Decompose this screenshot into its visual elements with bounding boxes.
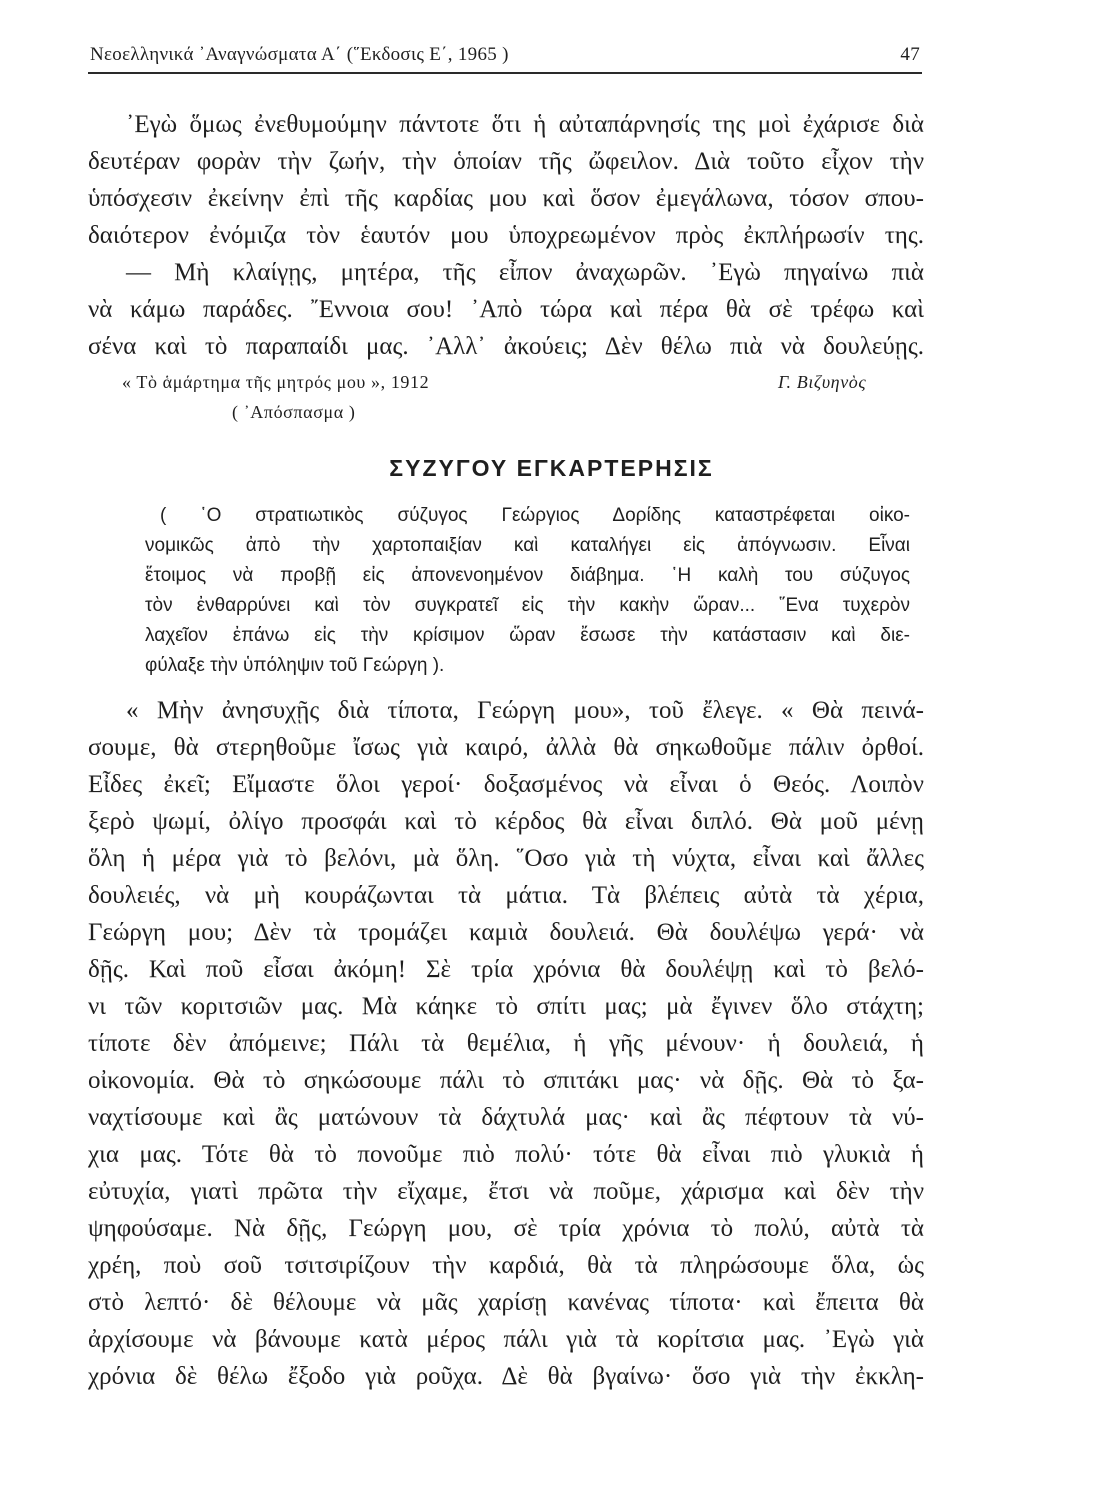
body-line: Εἶδες ἐκεῖ; Εἴμαστε ὅλοι γεροί· δοξασμένος νὰ εἶναι ὁ Θεός. Λοιπὸν bbox=[88, 771, 924, 798]
excerpt-author: Γ. Βιζυηνὸς bbox=[778, 372, 867, 392]
excerpt-line: σένα καὶ τὸ παραπαίδι μας. ᾿Αλλ᾿ ἀκούεις; Δὲν θέλω πιὰ νὰ δουλεύῃς. bbox=[88, 333, 924, 360]
body-line: οἰκονομία. Θὰ τὸ σηκώσουμε πάλι τὸ σπιτάκι μας· νὰ δῇς. Θὰ τὸ ξα- bbox=[88, 1067, 924, 1094]
excerpt-line: ᾿Εγὼ ὅμως ἐνεθυμούμην πάντοτε ὅτι ἡ αὐταπάρνησίς της μοὶ ἐχάρισε διὰ bbox=[126, 111, 924, 138]
body-line: δουλειές, νὰ μὴ κουράζωνται τὰ μάτια. Τὰ βλέπεις αὐτὰ τὰ χέρια, bbox=[88, 882, 924, 909]
excerpt-note: ( ᾿Απόσπασμα ) bbox=[232, 402, 356, 422]
excerpt-line: δαιότερον ἐνόμιζα τὸν ἑαυτόν μου ὑποχρεωμένον πρὸς ἐκπλήρωσίν της. bbox=[88, 222, 924, 249]
body-line: ψηφούσαμε. Νὰ δῇς, Γεώργη μου, σὲ τρία χρόνια τὸ πολύ, αὐτὰ τὰ bbox=[88, 1215, 924, 1242]
body-line: τίποτε δὲν ἀπόμεινε; Πάλι τὰ θεμέλια, ἡ γῆς μένουν· ἡ δουλειά, ἡ bbox=[88, 1030, 924, 1057]
body-line: δῇς. Καὶ ποῦ εἶσαι ἀκόμη! Σὲ τρία χρόνια θὰ δουλέψῃ καὶ τὸ βελό- bbox=[88, 956, 924, 983]
page-number: 47 bbox=[900, 44, 920, 65]
body-line: σουμε, θὰ στερηθοῦμε ἴσως γιὰ καιρό, ἀλλὰ θὰ σηκωθοῦμε πάλιν ὀρθοί. bbox=[88, 734, 924, 761]
excerpt-source: « Τὸ ἁμάρτημα τῆς μητρός μου », 1912 bbox=[122, 372, 430, 392]
running-header bbox=[90, 44, 920, 66]
header-rule bbox=[88, 72, 922, 74]
body-line: Γεώργη μου; Δὲν τὰ τρομάζει καμιὰ δουλειά. Θὰ δουλέψω γερά· νὰ bbox=[88, 919, 924, 946]
body-line: εὐτυχία, γιατὶ πρῶτα τὴν εἴχαμε, ἔτσι νὰ ποῦμε, χάρισμα καὶ δὲν τὴν bbox=[88, 1178, 924, 1205]
section-title: ΣΥΖΥΓΟΥ ΕΓΚΑΡΤΕΡΗΣΙΣ bbox=[389, 455, 714, 481]
excerpt-line: δευτέραν φορὰν τὴν ζωήν, τὴν ὁποίαν τῆς ὤφειλον. Διὰ τοῦτο εἶχον τὴν bbox=[88, 148, 924, 175]
synopsis-line: τὸν ἐνθαρρύνει καὶ τὸν συγκρατεῖ εἰς τὴν κακὴν ὥραν... ῞Ενα τυχερὸν bbox=[145, 595, 910, 616]
body-line: στὸ λεπτό· δὲ θέλουμε νὰ μᾶς χαρίσῃ κανένας τίποτα· καὶ ἔπειτα θὰ bbox=[88, 1289, 924, 1316]
body-line: ξερὸ ψωμί, ὀλίγο προσφάι καὶ τὸ κέρδος θὰ εἶναι διπλό. Θὰ μοῦ μένῃ bbox=[88, 808, 924, 835]
body-line: ἀρχίσουμε νὰ βάνουμε κατὰ μέρος πάλι γιὰ τὰ κορίτσια μας. ᾿Εγὼ γιὰ bbox=[88, 1326, 924, 1353]
excerpt-line: ὑπόσχεσιν ἐκείνην ἐπὶ τῆς καρδίας μου καὶ ὅσον ἐμεγάλωνα, τόσον σπου- bbox=[88, 185, 924, 212]
body-line: χρόνια δὲ θέλω ἔξοδο γιὰ ροῦχα. Δὲ θὰ βγαίνω· ὅσο γιὰ τὴν ἐκκλη- bbox=[88, 1363, 924, 1390]
body-line: χια μας. Τότε θὰ τὸ πονοῦμε πιὸ πολύ· τότε θὰ εἶναι πιὸ γλυκιὰ ἡ bbox=[88, 1141, 924, 1168]
body-line: « Μὴν ἀνησυχῇς διὰ τίποτα, Γεώργη μου», τοῦ ἔλεγε. « Θὰ πεινά- bbox=[126, 697, 924, 724]
synopsis-line: ( ῾Ο στρατιωτικὸς σύζυγος Γεώργιος Δορίδης καταστρέφεται οἰκο- bbox=[160, 505, 910, 526]
synopsis-line: λαχεῖον ἐπάνω εἰς τὴν κρίσιμον ὥραν ἔσωσε τὴν κατάστασιν καὶ διε- bbox=[145, 625, 910, 646]
body-line: χρέη, ποὺ σοῦ τσιτσιρίζουν τὴν καρδιά, θὰ τὰ πληρώσουμε ὅλα, ὡς bbox=[88, 1252, 924, 1279]
synopsis-line: νομικῶς ἀπὸ τὴν χαρτοπαιξίαν καὶ καταλήγει εἰς ἀπόγνωσιν. Εἶναι bbox=[145, 535, 910, 556]
synopsis-line: ἕτοιμος νὰ προβῇ εἰς ἀπονενοημένον διάβημα. ῾Η καλὴ του σύζυγος bbox=[145, 565, 910, 586]
body-line: ναχτίσουμε καὶ ἂς ματώνουν τὰ δάχτυλά μας· καὶ ἂς πέφτουν τὰ νύ- bbox=[88, 1104, 924, 1131]
body-line: ὅλη ἡ μέρα γιὰ τὸ βελόνι, μὰ ὅλη. ῞Οσο γιὰ τὴ νύχτα, εἶναι καὶ ἄλλες bbox=[88, 845, 924, 872]
synopsis-line: φύλαξε τὴν ὑπόληψιν τοῦ Γεώργη ). bbox=[145, 655, 445, 676]
excerpt-line: νὰ κάμω παράδες. ῎Εννοια σου! ᾿Απὸ τώρα καὶ πέρα θὰ σὲ τρέφω καὶ bbox=[88, 296, 924, 323]
body-line: νι τῶν κοριτσιῶν μας. Μὰ κάηκε τὸ σπίτι μας; μὰ ἔγινεν ὅλο στάχτη; bbox=[88, 993, 924, 1020]
excerpt-line: — Μὴ κλαίγῃς, μητέρα, τῆς εἶπον ἀναχωρῶν. ᾿Εγὼ πηγαίνω πιὰ bbox=[126, 259, 924, 286]
running-title: Νεοελληνικά ᾿Αναγνώσματα Α΄ (῞Εκδοσις Ε΄, 1965 ) bbox=[90, 44, 509, 65]
